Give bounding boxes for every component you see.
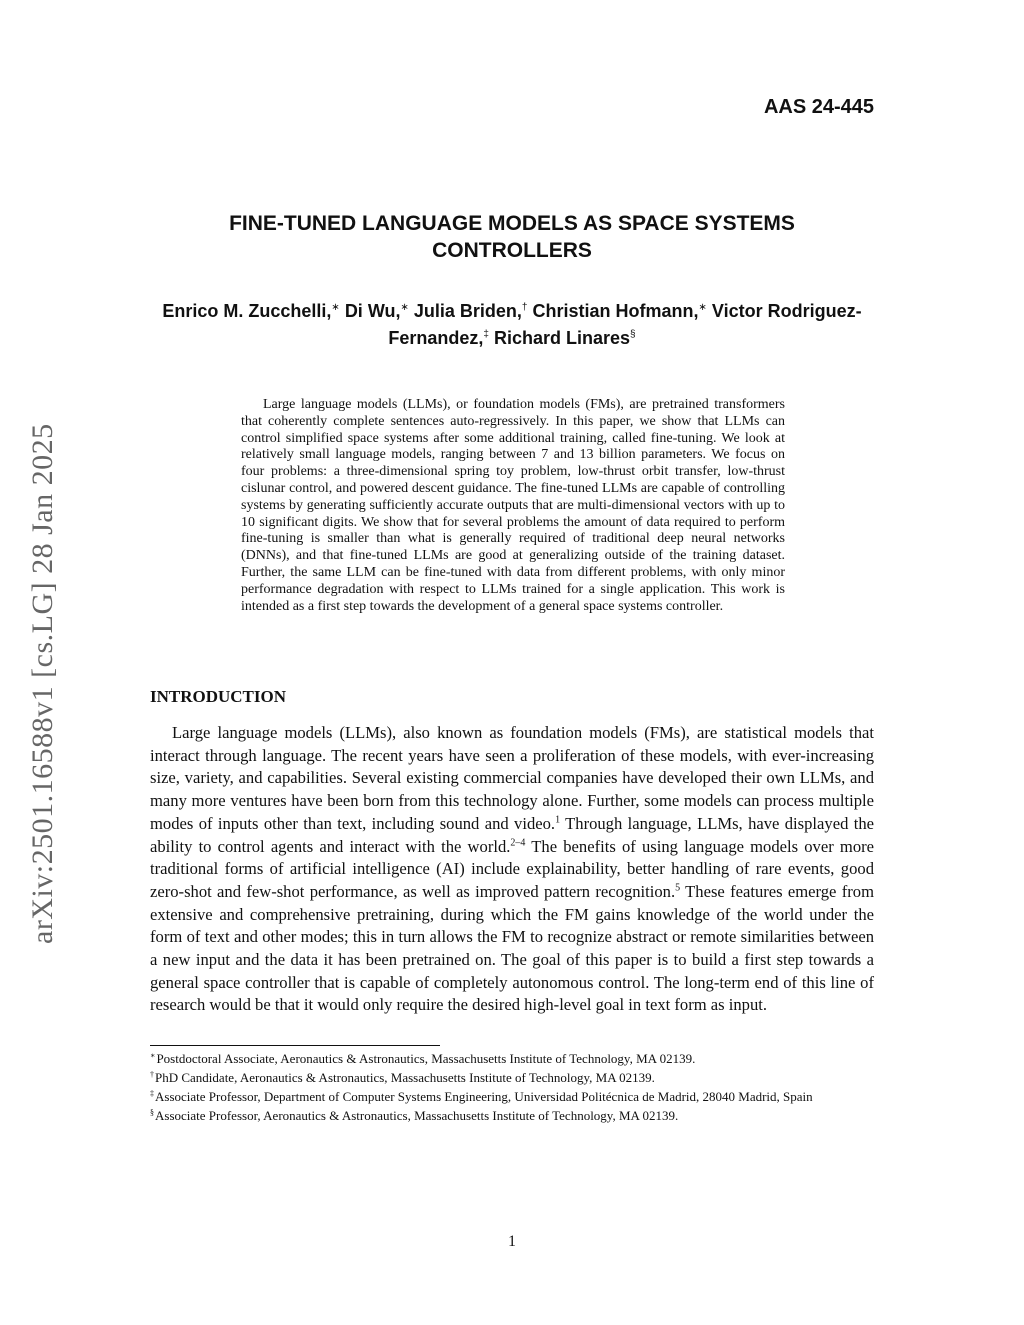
introduction-paragraph	[150, 722, 874, 1017]
arxiv-identifier-stamp: arXiv:2501.16588v1 [cs.LG] 28 Jan 2025	[26, 423, 59, 944]
body-text: The benefits of using language models over more traditional forms of artificial intelligence (AI) include explainability, better handling of rare events, good zero-shot and few-shot performance, as well as improved pattern recognition.	[150, 836, 875, 901]
author-name: Victor Rodriguez-Fernandez,	[388, 301, 862, 348]
affiliation-mark: ‡	[483, 329, 489, 340]
author-name: Enrico M. Zucchelli,	[162, 301, 332, 321]
body-text: These features emerge from extensive and comprehensive pretraining, during which the FM gains knowledge of the world under the form of text and other modes; this in turn allows the FM to recognize abstract or remote similarities between a new input and the data it has been pretrained on. The goal of this paper is to build a first step towards a general space controller that is capable of completely autonomous control. The long-term end of this line of research would be that it would only require the desired high-level goal in text form as input.	[150, 881, 874, 1015]
footnote-text: Postdoctoral Associate, Aeronautics & Astronautics, Massachusetts Institute of Technology, MA 02139.	[156, 1051, 696, 1066]
report-number: AAS 24-445	[763, 96, 874, 118]
body-text: Through language, LLMs, have displayed the ability to control agents and interact with the world.	[150, 813, 875, 856]
author-list	[150, 296, 874, 350]
footnote	[150, 1087, 874, 1106]
footnote	[150, 1106, 874, 1125]
page-number: 1	[508, 1233, 516, 1250]
footnote	[150, 1049, 874, 1068]
author-name: Julia Briden,	[413, 301, 522, 321]
footnote-text: Associate Professor, Department of Computer Systems Engineering, Universidad Politécnica de Madrid, 28040 Madrid, Spain	[155, 1089, 813, 1104]
author-name: Di Wu,	[344, 301, 401, 321]
footnote-mark: ∗	[150, 1050, 156, 1060]
affiliation-mark: §	[630, 329, 636, 340]
citation-ref[interactable]: 1	[555, 814, 561, 826]
affiliation-mark: ∗	[331, 302, 340, 313]
footnote-mark: §	[150, 1107, 154, 1117]
section-heading-introduction: INTRODUCTION	[150, 687, 287, 706]
affiliation-mark: ∗	[698, 302, 707, 313]
citation-ref[interactable]: 5	[675, 882, 681, 894]
body-text: Large language models (LLMs), also known as foundation models (FMs), are statistical models that interact through language. The recent years have seen a proliferation of these models, with ever-increasing size, variety, and capabilities. Several existing commercial companies have developed their own LLMs, and many more ventures have been born from this technology alone. Further, some models can process multiple modes of inputs other than text, including sound and video.	[150, 723, 874, 833]
author-name: Christian Hofmann,	[532, 301, 699, 321]
abstract: Large language models (LLMs), or foundation models (FMs), are pretrained transformers that coherently complete sentences auto-regressively. In this paper, we show that LLMs can control simplified space systems after some additional training, called fine-tuning. We look at relatively small language models, ranging between 7 and 13 billion parameters. We focus on four problems: a three-dimensional spring toy problem, low-thrust orbit transfer, low-thrust cislunar control, and powered descent guidance. The fine-tuned LLMs are capable of controlling systems by generating sufficiently accurate outputs that are multi-dimensional vectors with up to 10 significant digits. We show that for several problems the amount of data required to perform fine-tuning is smaller than what is generally required of traditional deep neural networks (DNNs), and that fine-tuned LLMs are good at generalizing outside of the training dataset. Further, the same LLM can be fine-tuned with data from different problems, with only minor performance degradation with respect to LLMs trained for a single application. This work is intended as a first step towards the development of a general space systems controller.	[241, 397, 785, 614]
affiliation-mark: ∗	[400, 302, 409, 313]
footnotes	[150, 1049, 874, 1125]
footnote-text: Associate Professor, Aeronautics & Astronautics, Massachusetts Institute of Technology, MA 02139.	[155, 1108, 679, 1123]
footnote-divider	[150, 1045, 440, 1046]
footnote-mark: ‡	[150, 1088, 154, 1098]
footnote-text: PhD Candidate, Aeronautics & Astronautics, Massachusetts Institute of Technology, MA 02139.	[155, 1070, 655, 1085]
footnote-mark: †	[150, 1069, 154, 1079]
author-name: Richard Linares	[494, 328, 631, 348]
citation-ref[interactable]: 2–4	[510, 836, 526, 848]
footnote	[150, 1068, 874, 1087]
paper-title: FINE-TUNED LANGUAGE MODELS AS SPACE SYSTEMS CONTROLLERS	[229, 212, 795, 262]
affiliation-mark: †	[521, 302, 528, 313]
